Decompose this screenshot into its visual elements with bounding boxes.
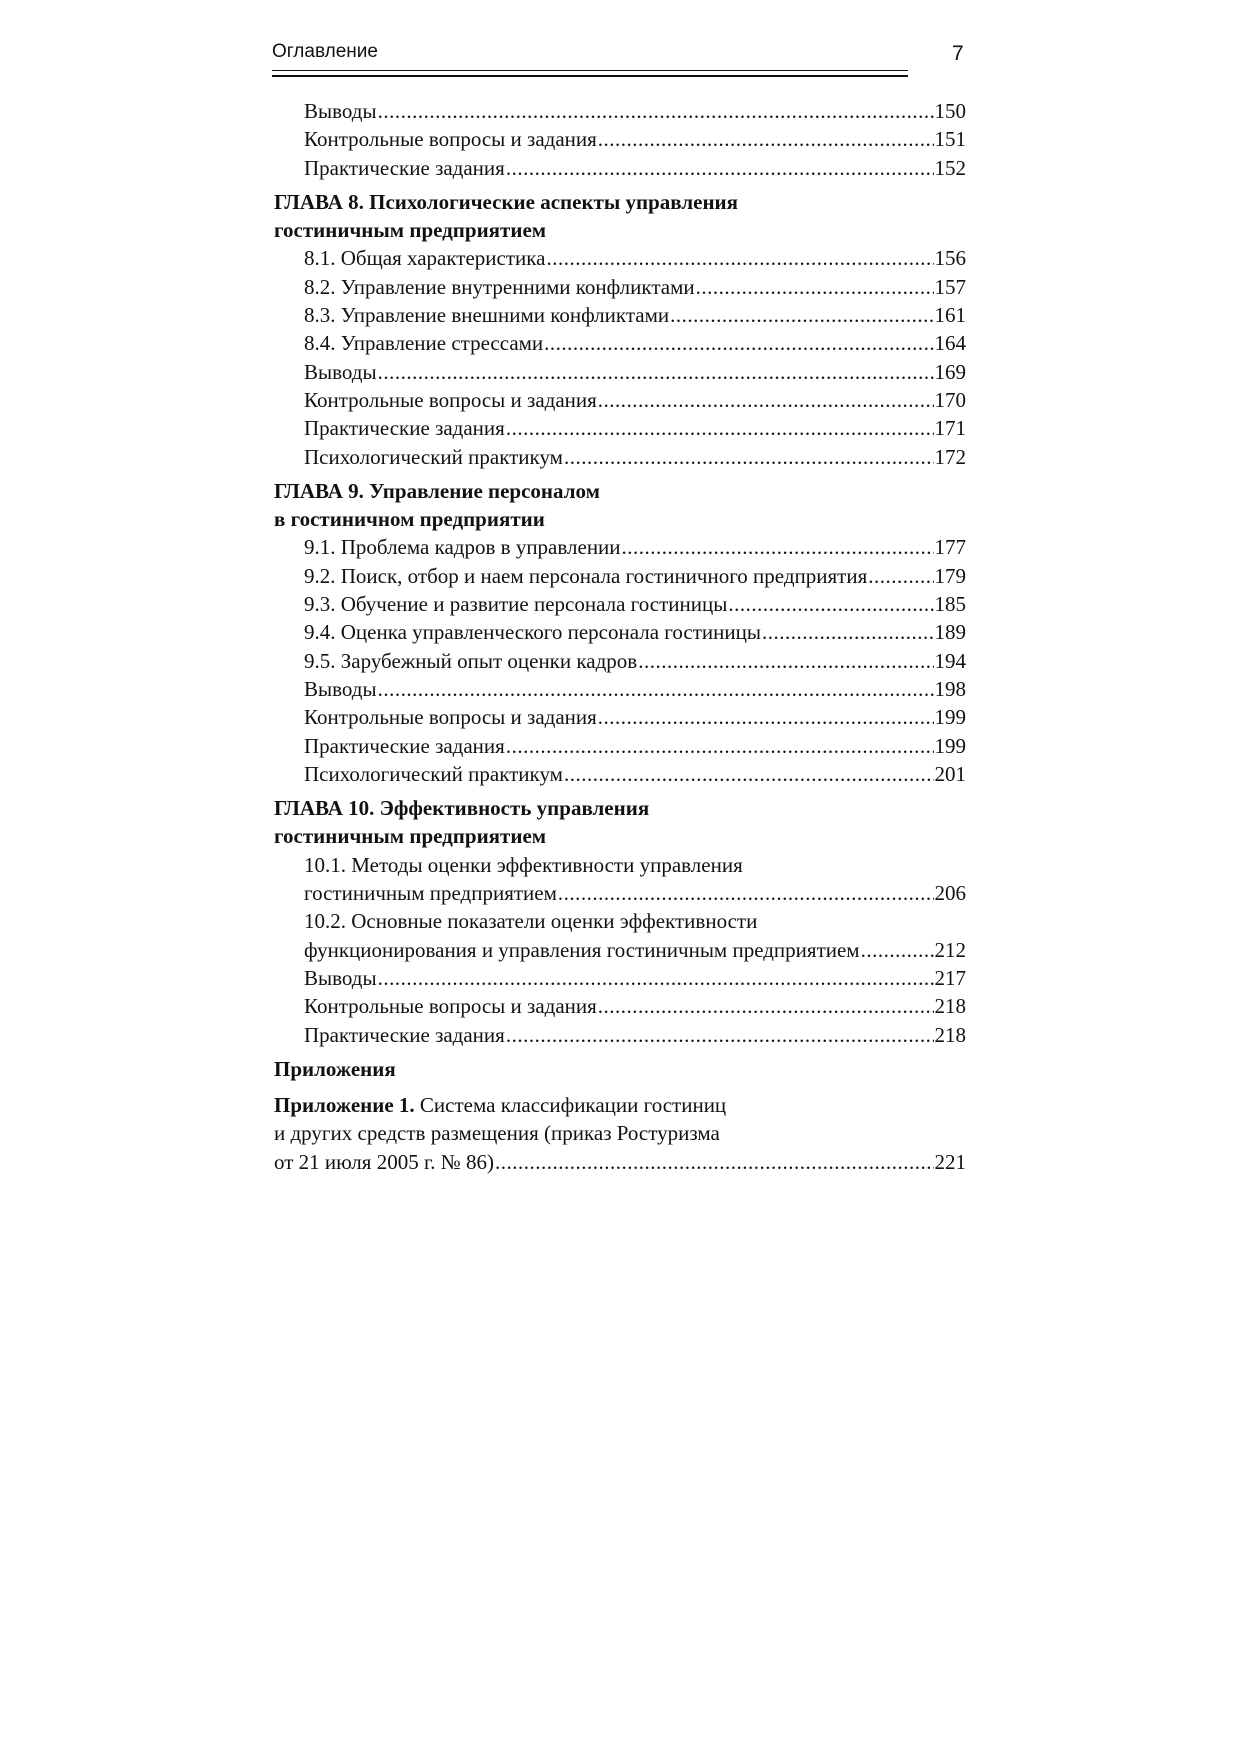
toc-entry[interactable] (274, 443, 966, 471)
toc-entry-label: Практические задания (304, 1022, 505, 1047)
appendix-1-entry[interactable] (274, 1091, 966, 1176)
toc-leader-dots (622, 533, 934, 561)
toc-entry-label: Практические задания (304, 155, 505, 180)
chapter-title-line: гостиничным предприятием (274, 218, 547, 243)
toc-entry[interactable] (274, 590, 966, 618)
toc-entry-multiline[interactable] (274, 851, 966, 908)
toc-leader-dots (598, 125, 934, 153)
toc-entry[interactable] (274, 992, 966, 1020)
chapter-title-line: ГЛАВА 10. Эффективность управления (274, 796, 650, 821)
toc-entry-label: 8.3. Управление внешними конфликтами (304, 303, 670, 328)
toc-entry-label: Выводы (304, 676, 377, 701)
page-number: 7 (952, 42, 964, 65)
toc-entry-first-line: 10.1. Методы оценки эффективности управления (304, 852, 743, 877)
toc-entry-label: 9.1. Проблема кадров в управлении (304, 535, 621, 560)
toc-entry[interactable] (274, 964, 966, 992)
toc-entry-page: 156 (934, 246, 966, 271)
table-of-contents (274, 97, 966, 1176)
toc-leader-dots (378, 97, 934, 125)
chapter-title-line: ГЛАВА 9. Управление персоналом (274, 478, 600, 503)
toc-entry-page: 206 (934, 881, 966, 906)
toc-entry-label: от 21 июля 2005 г. № 86) (274, 1149, 494, 1174)
running-head-title: Оглавление (272, 41, 378, 62)
toc-entry-page: 177 (934, 535, 966, 560)
toc-entry-label: гостиничным предприятием (304, 881, 557, 906)
toc-entry-page: 217 (934, 965, 966, 990)
toc-entry-label: Контрольные вопросы и задания (304, 387, 597, 412)
toc-entry-page: 221 (934, 1149, 966, 1174)
toc-leader-dots (598, 992, 934, 1020)
toc-entry-label: 9.4. Оценка управленческого персонала гостиницы (304, 620, 761, 645)
toc-entry-page: 218 (934, 1022, 966, 1047)
chapter-8-title[interactable] (274, 188, 966, 245)
toc-entry-label: 9.5. Зарубежный опыт оценки кадров (304, 648, 638, 673)
toc-entry-label: Контрольные вопросы и задания (304, 994, 597, 1019)
toc-entry-label: Практические задания (304, 733, 505, 758)
toc-leader-dots (564, 443, 934, 471)
toc-entry-page: 201 (934, 761, 966, 786)
toc-entry-page: 189 (934, 620, 966, 645)
toc-entry-page: 212 (934, 937, 966, 962)
toc-entry[interactable] (274, 732, 966, 760)
toc-entry-label: 9.2. Поиск, отбор и наем персонала гостиничного предприятия (304, 563, 868, 588)
toc-entry-page: 185 (934, 592, 966, 617)
appendices-heading[interactable]: Приложения (274, 1056, 396, 1081)
toc-leader-dots (696, 273, 934, 301)
toc-entry[interactable] (274, 386, 966, 414)
toc-entry-page: 150 (934, 99, 966, 123)
toc-entry-page: 169 (934, 359, 966, 384)
toc-entry (274, 1148, 966, 1176)
toc-entry-page: 164 (934, 331, 966, 356)
toc-leader-dots (544, 329, 933, 357)
toc-entry (274, 936, 966, 964)
toc-leader-dots (598, 703, 934, 731)
toc-entry-label: Выводы (304, 359, 377, 384)
toc-leader-dots (564, 760, 934, 788)
toc-entry[interactable] (274, 244, 966, 272)
header-rule-thick (272, 75, 908, 77)
appendix-number: Приложение 1. (274, 1093, 415, 1118)
toc-entry-multiline[interactable] (274, 907, 966, 964)
toc-leader-dots (546, 244, 933, 272)
toc-entry-page: 152 (934, 155, 966, 180)
toc-entry[interactable] (274, 301, 966, 329)
toc-entry-label: Практические задания (304, 416, 505, 441)
toc-entry-label: Выводы (304, 965, 377, 990)
toc-leader-dots (378, 358, 934, 386)
toc-entry[interactable] (274, 675, 966, 703)
toc-leader-dots (762, 618, 934, 646)
toc-entry-label: 9.3. Обучение и развитие персонала гостиницы (304, 592, 728, 617)
toc-entry[interactable] (274, 358, 966, 386)
toc-entry-label: Контрольные вопросы и задания (304, 127, 597, 152)
toc-entry[interactable] (274, 533, 966, 561)
toc-leader-dots (638, 647, 933, 675)
toc-leader-dots (378, 964, 934, 992)
toc-entry-label: функционирования и управления гостиничным предприятием (304, 937, 860, 962)
toc-leader-dots (506, 154, 934, 182)
toc-entry[interactable] (274, 414, 966, 442)
appendix-line: и других средств размещения (приказ Ростуризма (274, 1121, 720, 1146)
toc-entry[interactable] (274, 760, 966, 788)
toc-entry-page: 171 (934, 416, 966, 441)
toc-entry[interactable] (274, 562, 966, 590)
toc-entry-page: 179 (934, 563, 966, 588)
toc-entry-label: 8.4. Управление стрессами (304, 331, 544, 356)
toc-entry (274, 879, 966, 907)
toc-entry-label: 8.2. Управление внутренними конфликтами (304, 274, 695, 299)
chapter-9-title[interactable] (274, 477, 966, 534)
toc-entry-page: 199 (934, 733, 966, 758)
chapter-title-line: ГЛАВА 8. Психологические аспекты управления (274, 189, 739, 214)
chapter-title-line: в гостиничном предприятии (274, 507, 545, 532)
toc-entry-page: 161 (934, 303, 966, 328)
toc-leader-dots (670, 301, 933, 329)
appendix-title-part: Система классификации гостиниц (414, 1093, 727, 1118)
toc-leader-dots (868, 562, 933, 590)
toc-leader-dots (495, 1148, 934, 1176)
toc-leader-dots (506, 732, 934, 760)
toc-entry[interactable] (274, 1021, 966, 1049)
toc-entry-page: 218 (934, 994, 966, 1019)
toc-entry-label: 8.1. Общая характеристика (304, 246, 546, 271)
toc-entry[interactable] (274, 125, 966, 153)
toc-entry[interactable] (274, 273, 966, 301)
toc-entry-page: 199 (934, 705, 966, 730)
toc-leader-dots (598, 386, 934, 414)
toc-entry-page: 157 (934, 274, 966, 299)
chapter-10-title[interactable] (274, 794, 966, 851)
toc-leader-dots (558, 879, 934, 907)
appendix-line (274, 1091, 966, 1119)
toc-entry[interactable] (274, 329, 966, 357)
toc-leader-dots (378, 675, 934, 703)
toc-entry[interactable] (274, 154, 966, 182)
toc-entry-label: Выводы (304, 99, 377, 123)
toc-entry-page: 170 (934, 387, 966, 412)
toc-entry[interactable] (274, 618, 966, 646)
toc-entry-label: Психологический практикум (304, 444, 563, 469)
toc-entry-page: 172 (934, 444, 966, 469)
running-head (272, 39, 964, 79)
chapter-title-line: гостиничным предприятием (274, 824, 547, 849)
toc-entry-page: 194 (934, 648, 966, 673)
toc-leader-dots (506, 414, 934, 442)
toc-entry-page: 151 (934, 127, 966, 152)
toc-leader-dots (861, 936, 934, 964)
header-rule-thin (272, 70, 908, 71)
toc-entry-page: 198 (934, 676, 966, 701)
toc-leader-dots (728, 590, 933, 618)
toc-entry-first-line: 10.2. Основные показатели оценки эффективности (304, 909, 758, 934)
toc-entry[interactable] (274, 647, 966, 675)
toc-leader-dots (506, 1021, 934, 1049)
toc-entry[interactable] (274, 97, 966, 125)
toc-entry[interactable] (274, 703, 966, 731)
toc-entry-label: Контрольные вопросы и задания (304, 705, 597, 730)
toc-entry-label: Психологический практикум (304, 761, 563, 786)
